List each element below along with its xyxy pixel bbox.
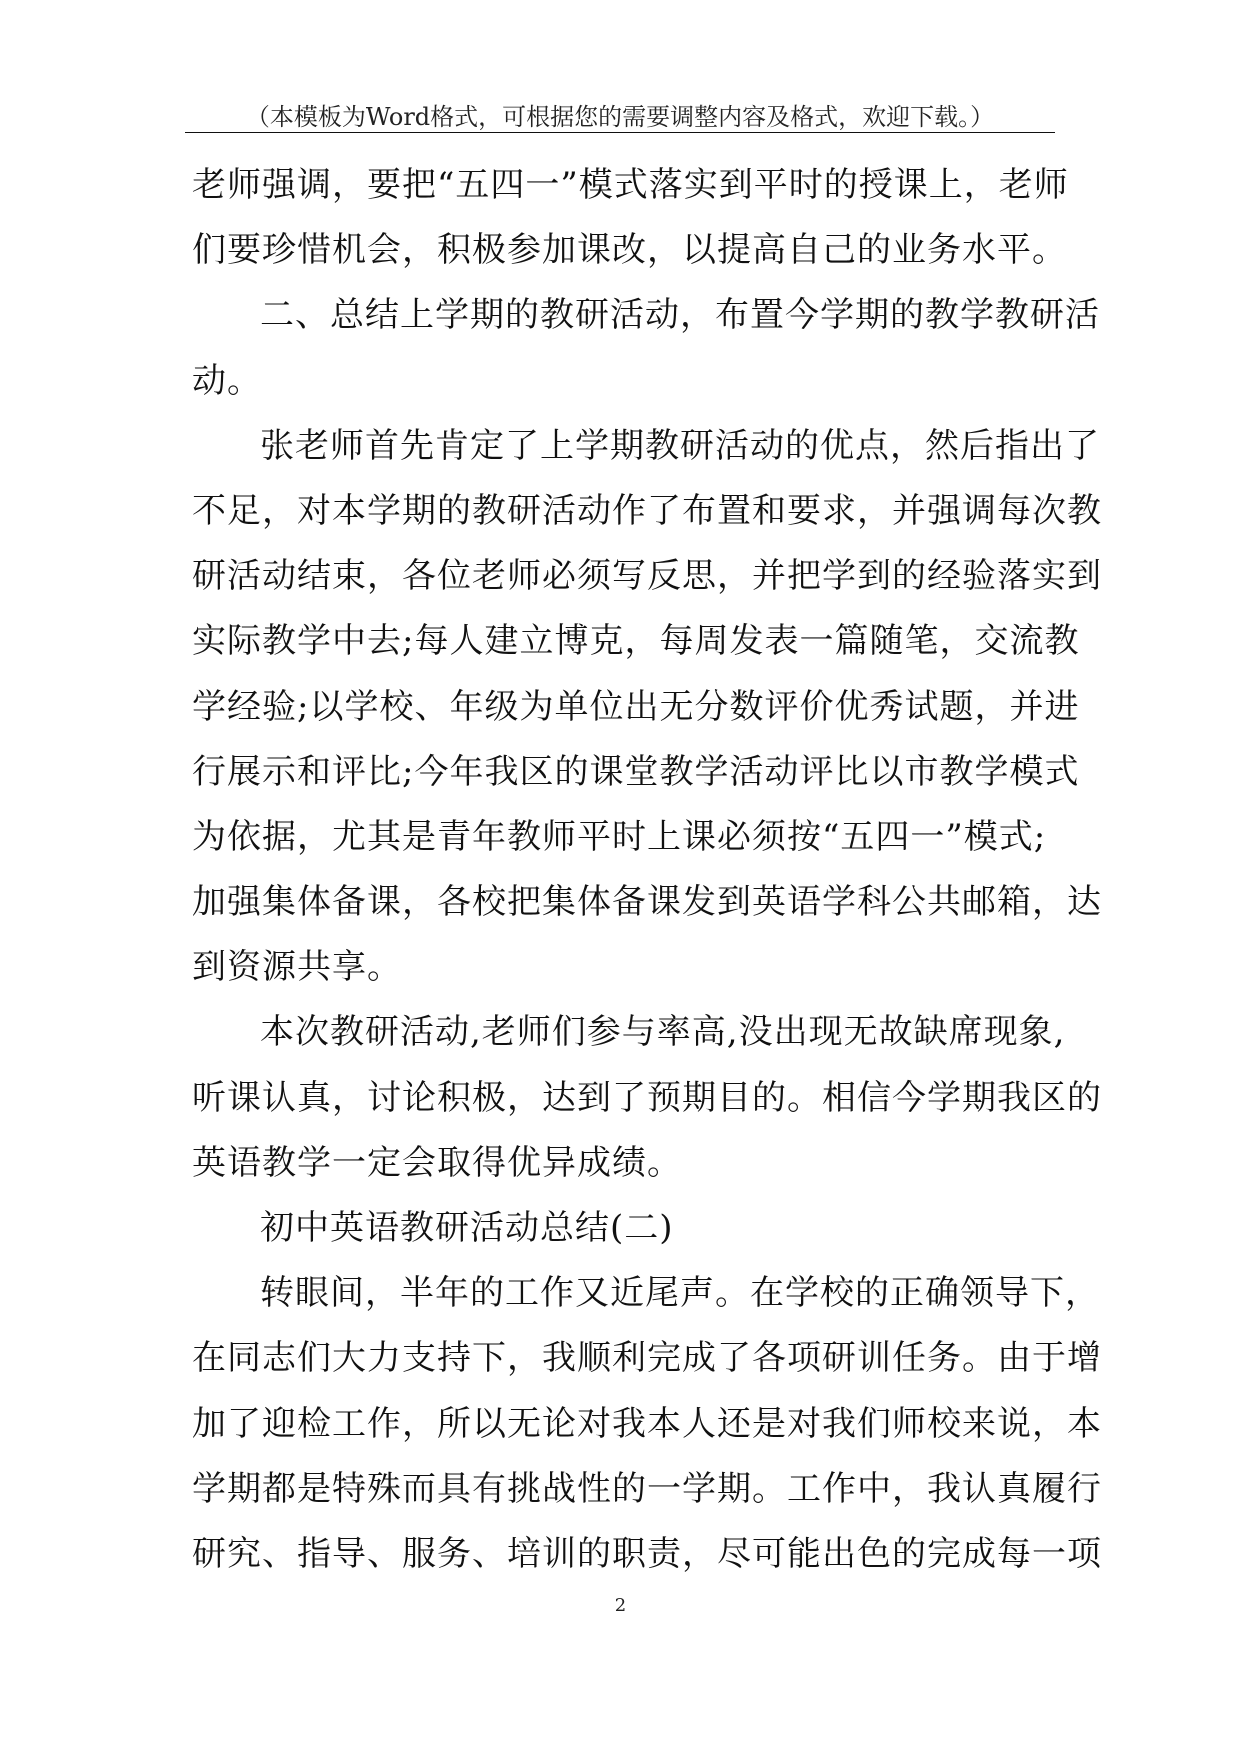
text-line: 加了迎检工作，所以无论对我本人还是对我们师校来说，本 [192, 1403, 1102, 1444]
text-line: 老师强调，要把“五四一”模式落实到平时的授课上，老师 [192, 165, 1069, 205]
page-number: 2 [614, 1595, 627, 1616]
text-line: 为依据，尤其是青年教师平时上课必须按“五四一”模式; [192, 816, 1047, 857]
page-header: （本模板为Word格式，可根据您的需要调整内容及格式，欢迎下载。） [245, 103, 995, 131]
text-line: 行展示和评比;今年我区的课堂教学活动评比以市教学模式 [192, 751, 1080, 792]
text-line: 在同志们大力支持下，我顺利完成了各项研训任务。由于增 [192, 1338, 1102, 1379]
text-line: 二、总结上学期的教研活动，布置今学期的教学教研活 [260, 295, 1100, 336]
text-line: 英语教学一定会取得优异成绩。 [192, 1142, 682, 1183]
document-body [192, 157, 1102, 1591]
text-line: 初中英语教研活动总结(二) [260, 1208, 674, 1248]
text-line: 加强集体备课，各校把集体备课发到英语学科公共邮箱，达 [192, 882, 1102, 923]
text-line: 动。 [192, 360, 262, 401]
text-line: 实际教学中去;每人建立博克，每周发表一篇随笔，交流教 [192, 621, 1080, 662]
text-line: 转眼间，半年的工作又近尾声。在学校的正确领导下， [260, 1273, 1100, 1314]
text-line: 不足，对本学期的教研活动作了布置和要求，并强调每次教 [192, 490, 1102, 531]
text-line: 听课认真，讨论积极，达到了预期目的。相信今学期我区的 [192, 1077, 1102, 1118]
text-line: 学期都是特殊而具有挑战性的一学期。工作中，我认真履行 [192, 1468, 1102, 1509]
text-line: 到资源共享。 [192, 947, 402, 988]
text-line: 研活动结束，各位老师必须写反思，并把学到的经验落实到 [192, 556, 1102, 597]
header-divider [185, 132, 1055, 133]
text-line: 张老师首先肯定了上学期教研活动的优点，然后指出了 [260, 425, 1100, 466]
text-line: 学经验;以学校、年级为单位出无分数评价优秀试题，并进 [192, 686, 1080, 727]
text-line: 研究、指导、服务、培训的职责，尽可能出色的完成每一项 [192, 1533, 1102, 1574]
text-line: 们要珍惜机会，积极参加课改，以提高自己的业务水平。 [192, 230, 1067, 271]
text-line: 本次教研活动,老师们参与率高,没出现无故缺席现象, [260, 1012, 1066, 1053]
